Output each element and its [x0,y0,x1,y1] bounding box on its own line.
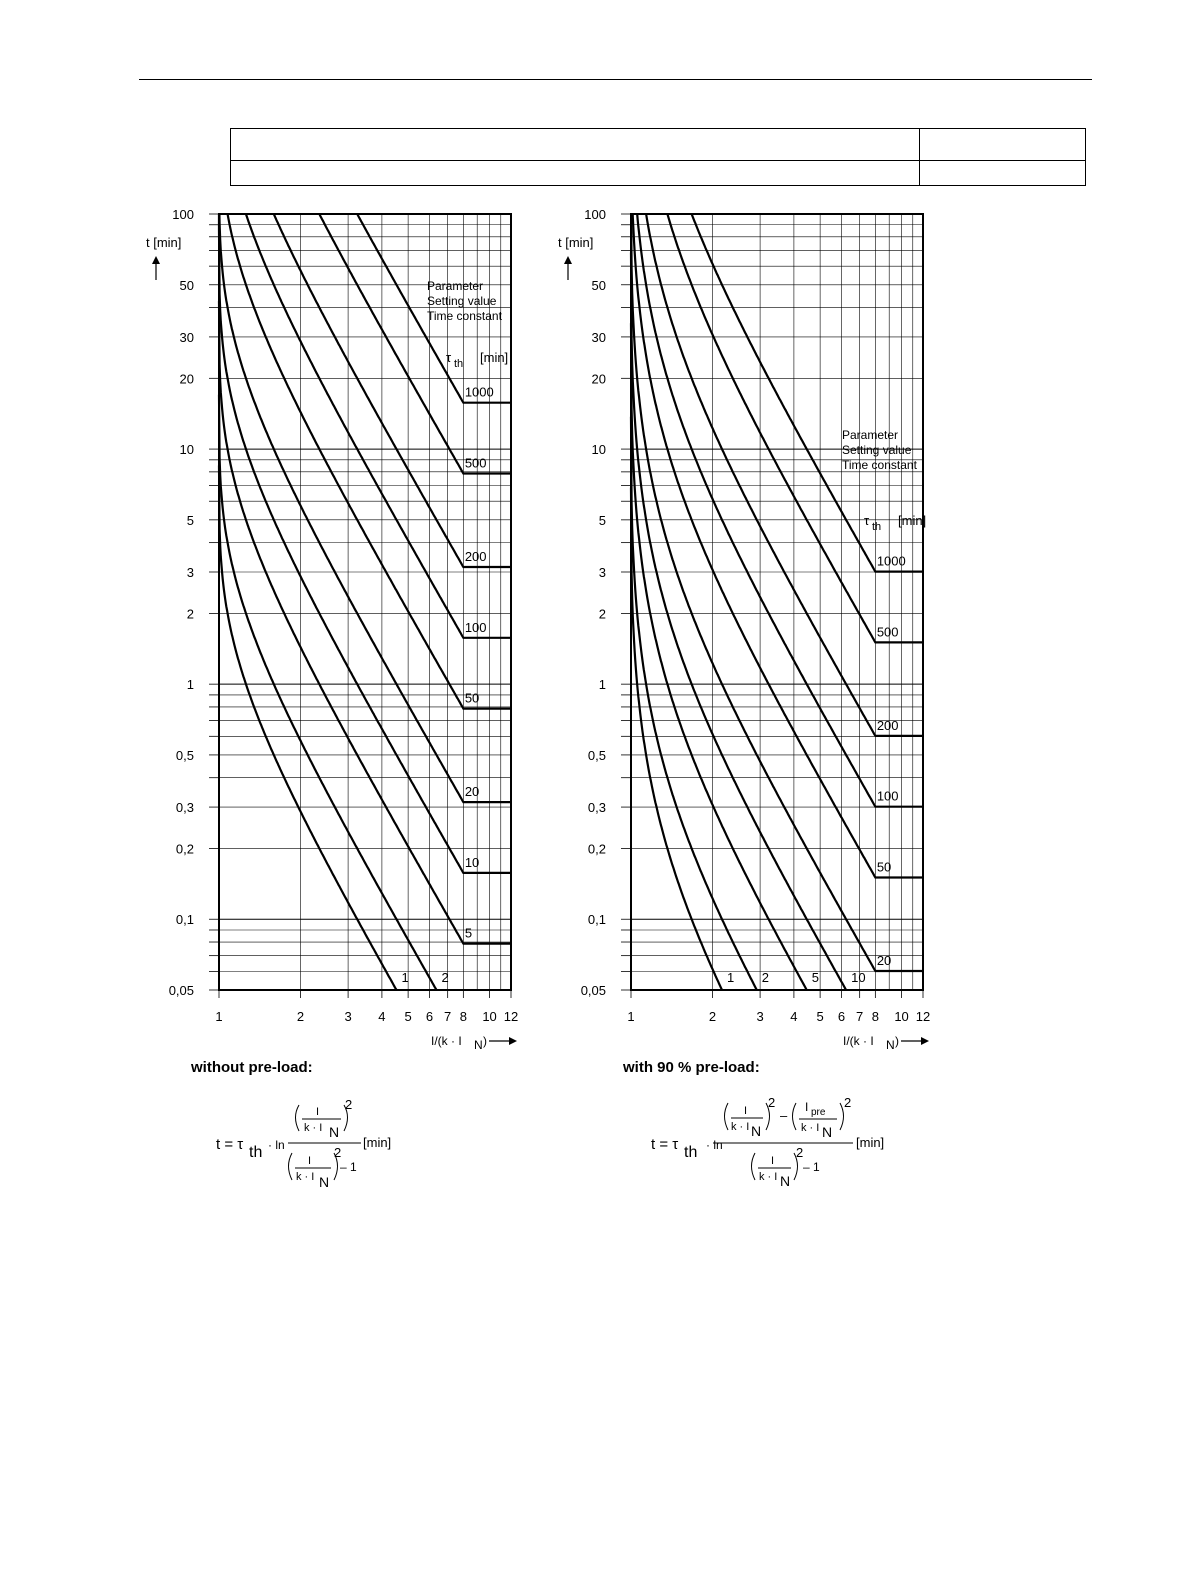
curve-tau-1000 [692,214,923,572]
formula-tau-sub: th [249,1144,263,1161]
chart-caption-left: without pre-load: [191,1059,313,1076]
x-tick-label: 3 [756,1009,764,1024]
x-axis-label: I/(k · I [843,1034,874,1048]
power: 2 [844,1095,852,1110]
paren-left [296,1105,300,1131]
x-tick-label: 6 [425,1009,434,1024]
legend-tau: τ [864,513,870,528]
frac-den: k · I [304,1122,323,1134]
series-label: 1 [726,970,735,985]
series-label: 100 [464,619,487,635]
frac-num-pre: I [805,1100,809,1114]
formula-unit: [min] [363,1135,392,1150]
x-tick-label: 1 [627,1009,635,1024]
power: 2 [768,1095,776,1110]
y-tick-label: 2 [598,606,606,622]
y-tick-label: 3 [186,564,194,580]
x-tick-label: 7 [444,1009,452,1024]
y-tick-label: 0,5 [175,747,194,763]
minus-one: – 1 [340,1160,357,1174]
y-tick-label: 0,1 [587,912,606,928]
series-label: 50 [464,690,480,706]
frac-den: k · I [296,1171,315,1183]
legend-text: Parameter [842,428,899,442]
y-tick-label: 3 [598,564,606,580]
y-tick-label: 50 [591,277,606,293]
x-axis-label-sub: N [474,1038,483,1052]
x-axis-label: I/(k · I [431,1034,462,1048]
series-label: 50 [876,859,892,875]
paren-left [793,1103,797,1130]
series-label: 1000 [876,553,906,569]
y-tick-label: 0,1 [175,912,194,928]
y-tick-label: 100 [584,207,606,222]
x-tick-label: 10 [482,1009,497,1024]
formula-without-preload [216,1097,416,1196]
legend-tau-sub: th [454,358,464,370]
legend-tau: τ [446,350,452,365]
frac-den: k · I [759,1171,778,1183]
x-axis-label-close: ) [895,1034,899,1048]
x-tick-label: 4 [378,1009,386,1024]
series-label: 10 [464,854,480,870]
legend-text: Setting value [842,443,912,457]
series-label: 200 [464,549,487,565]
legend-text: Time constant [427,309,502,323]
y-tick-label: 10 [179,442,194,458]
y-tick-label: 30 [179,329,194,345]
formula-ln: · ln [268,1138,285,1152]
curve-tau-2 [219,395,437,990]
legend-text: Setting value [427,294,497,308]
frac-den-sub: N [822,1124,833,1140]
y-axis-arrow-head [152,256,160,264]
x-tick-label: 2 [296,1009,305,1024]
series-label: 2 [441,970,449,985]
x-tick-label: 8 [871,1009,879,1024]
y-axis-label: t [min] [146,235,182,250]
frac-num: I [771,1155,775,1167]
frac-num: I [308,1155,312,1167]
legend-unit: [min] [480,350,509,365]
frac-num: I [744,1105,748,1117]
y-tick-label: 0,5 [587,747,606,763]
formula-tau-sub: th [684,1144,698,1161]
chart-caption-right: with 90 % pre-load: [623,1059,760,1076]
y-tick-label: 5 [186,512,194,528]
legend-tau-sub: th [872,521,882,533]
formula-ln: · ln [706,1138,723,1152]
frac-den-sub: N [780,1173,791,1189]
formula-lhs: t = τ [651,1136,679,1153]
paren-left [289,1153,293,1180]
frac-den-sub: N [751,1123,762,1139]
curve-tau-100 [246,214,511,638]
y-tick-label: 50 [179,277,194,293]
minus-one: – 1 [803,1160,820,1174]
frac-den: k · I [731,1121,750,1133]
frac-den-sub: N [329,1124,340,1140]
y-tick-label: 0,2 [587,841,606,857]
series-label: 5 [811,970,819,985]
x-tick-label: 12 [915,1009,931,1024]
frac-den: k · I [801,1122,820,1134]
x-tick-label: 12 [503,1009,519,1024]
y-tick-label: 20 [591,371,606,387]
x-tick-label: 8 [459,1009,467,1024]
curve-tau-200 [646,214,923,736]
paren-right [840,1103,844,1130]
legend-text: Parameter [427,279,484,293]
y-tick-label: 5 [598,512,606,528]
y-tick-label: 0,05 [168,983,194,998]
legend-text: Time constant [842,458,917,472]
y-axis-label: t [min] [558,235,594,250]
y-tick-label: 0,2 [175,841,194,857]
x-tick-label: 10 [894,1009,909,1024]
formula-unit: [min] [856,1135,885,1150]
paren-left [752,1153,756,1180]
x-tick-label: 5 [816,1009,824,1024]
series-label: 1 [401,970,409,985]
y-tick-label: 0,3 [175,800,194,816]
x-tick-label: 7 [856,1009,864,1024]
y-tick-label: 30 [591,329,606,345]
frac-num-pre-sub: pre [811,1107,826,1118]
series-label: 20 [464,784,480,800]
curve-tau-20 [631,214,923,971]
series-label: 1000 [464,384,494,400]
x-tick-label: 5 [404,1009,412,1024]
formula-with-preload [651,1097,911,1196]
y-tick-label: 100 [172,207,194,222]
series-label: 5 [464,925,473,941]
frac-den-sub: N [319,1174,330,1190]
power: 2 [334,1145,342,1160]
y-axis-arrow-head [564,256,572,264]
y-tick-label: 1 [598,677,606,693]
x-axis-label-close: ) [483,1034,487,1048]
series-label: 100 [876,788,899,804]
power: 2 [345,1097,353,1112]
x-axis-label-sub: N [886,1038,895,1052]
x-tick-label: 4 [790,1009,798,1024]
power: 2 [796,1145,804,1160]
x-axis-arrow-head [921,1037,929,1045]
series-label: 200 [876,717,899,733]
y-tick-label: 0,05 [580,983,606,998]
minus: – [780,1108,788,1123]
series-label: 10 [851,970,866,985]
legend-unit: [min] [898,513,927,528]
curve-tau-2 [631,417,757,990]
series-label: 20 [876,953,892,969]
series-label: 500 [464,455,487,471]
paren-left [725,1103,729,1130]
y-tick-label: 10 [591,442,606,458]
frac-num: I [316,1106,320,1118]
x-axis-arrow-head [509,1037,517,1045]
y-tick-label: 2 [186,606,194,622]
series-label: 500 [876,624,899,640]
formula-lhs: t = τ [216,1136,244,1153]
x-tick-label: 1 [215,1009,223,1024]
series-label: 2 [761,970,770,985]
curve-tau-5 [631,323,807,990]
x-tick-label: 6 [837,1009,846,1024]
x-tick-label: 3 [344,1009,352,1024]
x-tick-label: 2 [708,1009,717,1024]
y-tick-label: 20 [179,371,194,387]
y-tick-label: 0,3 [587,800,606,816]
y-tick-label: 1 [186,677,194,693]
